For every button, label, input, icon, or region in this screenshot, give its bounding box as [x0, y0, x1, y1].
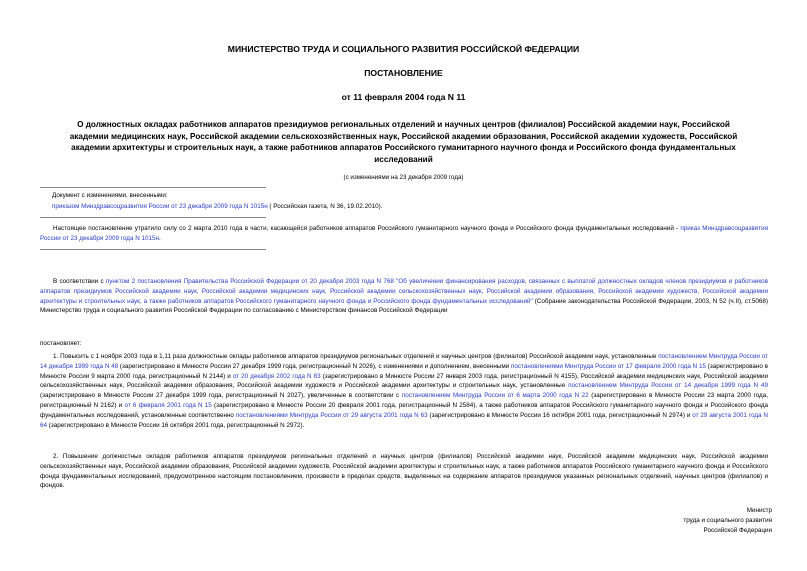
amendment-link[interactable]: приказом Минздравсоцразвития России от 23 декабря 2009 года N 1015н: [52, 203, 268, 210]
item-1-paragraph: [40, 352, 768, 430]
repeal-notice: [40, 224, 768, 243]
document-type: ПОСТАНОВЛЕНИЕ: [364, 68, 443, 78]
signature-line: труда и социального развития: [683, 516, 772, 524]
title-line: исследований: [374, 154, 433, 164]
item-2-paragraph: 2. Повышение должностных окладов работников аппаратов президиумов региональных отделений и научных центров (филиалов) Российской академии наук, Российской академии медицинских наук, Российской академии сельскохозяйственных наук, Российской академии образования, Российской академии художеств, Российской академии архитектуры и строительных наук, а также работников аппаратов Российского гуманитарного научного фонда и Российского фонда фундаментальных исследований, предусмотренное настоящим постановлением, произвести в пределах средств, выделенных на содержание аппаратов президиумов указанных региональных отделений, научных центров (филиалов) и фондов.: [40, 453, 768, 490]
amendment-source: ( Российская газета, N 36, 19.02.2010).: [267, 203, 383, 210]
repeal-notice-link[interactable]: приказ Минздравсоцразвития России от 23 декабря 2009 года N 1015н: [40, 225, 769, 242]
repeal-notice-text: Настоящее постановление утратило силу со 2 марта 2010 года в части, касающейся работников аппаратов Российского гуманитарного научного фонда и Российского фонда фундаментальных исследований -: [53, 225, 681, 232]
signature-block: [683, 506, 772, 535]
item-text: (зарегистрировано в Минюсте России 27 декабря 1999 года, регистрационный N 2026), с изменениями и дополнением, внесенными: [118, 362, 511, 370]
title-line: академии архитектуры и строительных наук, а также работников аппаратов Российского гуманитарного научного фонда и Российского фонда фундаментальных: [71, 143, 736, 153]
title-line: О должностных окладах работников аппаратов президиумов региональных отделений и научных центров (филиалов) Российской академии наук, Российской: [77, 120, 730, 129]
item-text: (зарегистрировано в Минюсте России 16 октября 2001 года, регистрационный N 2972).: [47, 421, 305, 429]
amendments-label: Документ с изменениями, внесенными:: [52, 192, 168, 199]
item-link[interactable]: постановлениями Минтруда России от 17 февраля 2000 года N 15: [510, 362, 706, 370]
signature-line: Российской Федерации: [703, 526, 772, 534]
document-title: [28, 119, 779, 165]
item-text: (зарегистрировано в Минюсте России 9 марта 2000 года, регистрационный N 2144) и: [40, 362, 768, 380]
document-date-number: от 11 февраля 2004 года N 11: [341, 92, 466, 102]
item-link[interactable]: от 29 августа 2001 года N 64: [40, 411, 768, 429]
item-text: (зарегистрировано в Минюсте России 20 февраля 2001 года, регистрационный N 2584), а также работников аппаратов Российского гуманитарного научного фонда и Российского фонда фундаментальных исследований, установленные соответственно: [40, 401, 768, 419]
item-link[interactable]: постановлением Минтруда России от 14 декабря 1999 года N 49: [568, 382, 768, 390]
item-text: 1. Повысить с 1 ноября 2003 года в 1,11 раза должностные оклады работников аппаратов президиумов региональных отделений и научных центров (филиалов) Российской академии наук, установленные: [53, 353, 659, 360]
item-link[interactable]: постановлением Минтруда России от 6 марта 2000 года N 22: [401, 392, 589, 400]
item-link[interactable]: постановлением Минтруда России от 14 декабря 1999 года N 48: [40, 353, 768, 370]
title-line: академии медицинских наук, Российской академии сельскохозяйственных наук, Российской академии образования, Российской академии художеств, Российской: [69, 131, 738, 141]
preamble-text: В соответствии с: [53, 278, 106, 285]
divider-line: [40, 187, 266, 188]
item-text: (зарегистрировано в Минюсте России 16 октября 2001 года, регистрационный N 2974) и: [427, 411, 693, 419]
divider-line: [40, 217, 266, 218]
amendments-entry: [52, 202, 382, 211]
changes-note: (с изменениями на 23 декабря 2009 года): [343, 174, 464, 181]
preamble-paragraph: [40, 277, 768, 316]
item-link[interactable]: постановлениями Минтруда России от 29 августа 2001 года N 63: [235, 411, 428, 419]
item-text: (зарегистрировано в Минюсте России 27 декабря 1999 года, регистрационный N 2027), увеличенные в соответствии с: [40, 392, 402, 400]
divider-line: [40, 249, 266, 250]
resolves-word: постановляет:: [40, 340, 82, 347]
signature-line: Министр: [746, 507, 772, 514]
item-link[interactable]: от 6 февраля 2001 года N 15: [124, 401, 212, 409]
ministry-heading: МИНИСТЕРСТВО ТРУДА И СОЦИАЛЬНОГО РАЗВИТИЯ РОССИЙСКОЙ ФЕДЕРАЦИИ: [227, 44, 580, 54]
preamble-text: (Собрание законодательства Российской Федерации, 2003, N 52 (ч.II), ст.5068) Министерство труда и социального развития Российской Федерации по согласованию с Министерством финансов Российской Федерации: [40, 297, 768, 315]
preamble-link[interactable]: пунктом 2 постановления Правительства Российской Федерации от 20 декабря 2003 года N 768 "Об увеличении финансирования расходов, связанных с выплатой должностных окладов членов президиумов и работников аппаратов президиумов Российской академии наук, Российской академии медицинских наук, Российской академии сельскохозяйственных наук, Российской академии образования, Российской академии художеств, Российской академии архитектуры и строительных наук, а также работников аппаратов Российского гуманитарного научного фонда и Российского фонда фундаментальных исследований": [40, 278, 768, 305]
item-text: (зарегистрировано в Минюсте России 23 марта 2000 года, регистрационный N 2162) и: [40, 392, 768, 409]
repeal-notice-end: .: [159, 234, 161, 242]
item-text: (зарегистрировано в Минюсте России 27 января 2003 года, регистрационный N 4155), Российской академии медицинских наук, Российской академии сельскохозяйственных наук, Российской академии образования, Российской академии художеств и Российской академии архитектуры и строительных наук, установленные: [40, 372, 768, 390]
item-link[interactable]: от 20 декабря 2002 года N 83: [232, 372, 321, 380]
